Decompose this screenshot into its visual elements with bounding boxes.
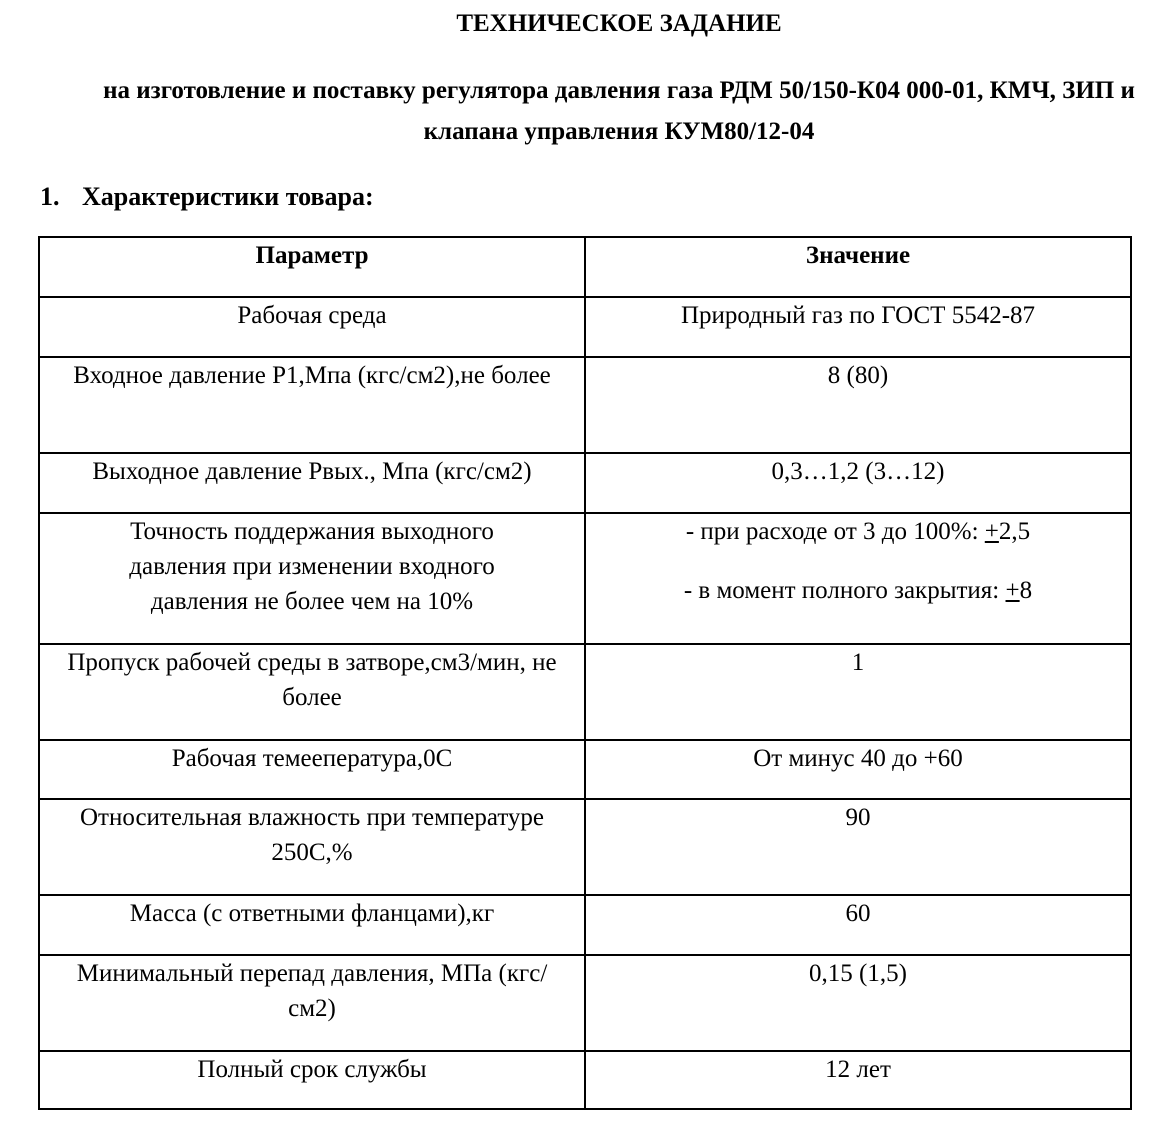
value-cell <box>585 1051 1131 1109</box>
table-row <box>39 644 1131 740</box>
value-line-1 <box>594 514 1122 549</box>
value-cell <box>585 740 1131 799</box>
param-text: Относительная влажность при температуре 250С,% <box>79 804 545 866</box>
table-row <box>39 895 1131 955</box>
param-text: Рабочая темеепература,0С <box>171 745 453 772</box>
header-param: Параметр <box>39 237 585 297</box>
param-text: Пропуск рабочей среды в затворе,см3/мин, не более <box>67 649 557 711</box>
value-text: 8 (80) <box>827 362 889 389</box>
plus-minus-sign: + <box>984 518 999 545</box>
value-cell <box>585 644 1131 740</box>
value-cell <box>585 453 1131 513</box>
param-text: Полный срок службы <box>197 1056 427 1083</box>
value-cell <box>585 357 1131 453</box>
param-cell <box>39 955 585 1051</box>
header-value: Значение <box>585 237 1131 297</box>
param-cell <box>39 1051 585 1109</box>
document-title: ТЕХНИЧЕСКОЕ ЗАДАНИЕ <box>456 10 782 37</box>
param-cell <box>39 895 585 955</box>
value-cell <box>585 955 1131 1051</box>
section-heading <box>40 180 374 214</box>
param-text: Масса (с ответными фланцами),кг <box>129 900 495 927</box>
table-row <box>39 513 1131 644</box>
table-row <box>39 1051 1131 1109</box>
value-text: 0,3…1,2 (3…12) <box>771 458 945 485</box>
document-subtitle <box>0 70 1162 152</box>
param-text: Выходное давление Рвых., Мпа (кгс/см2) <box>92 458 532 485</box>
param-cell <box>39 799 585 895</box>
param-text: Точность поддержания выходного давления при изменении входного давления не более чем на 10% <box>129 518 495 615</box>
value-text: 60 <box>845 900 871 927</box>
value-text: 0,15 (1,5) <box>809 960 907 987</box>
table-row <box>39 955 1131 1051</box>
param-text: Рабочая среда <box>237 302 387 329</box>
value-cell <box>585 799 1131 895</box>
param-text: Входное давление Р1,Мпа (кгс/см2),не более <box>73 362 551 389</box>
section-heading-text: Характеристики товара: <box>82 182 374 211</box>
table-row <box>39 297 1131 357</box>
value-line-2 <box>594 573 1122 608</box>
table-row <box>39 453 1131 513</box>
section-number: 1. <box>40 182 60 211</box>
param-cell <box>39 644 585 740</box>
value-cell <box>585 297 1131 357</box>
value-line-2-prefix: - в момент полного закрытия: <box>683 577 1006 604</box>
value-line-1-prefix: - при расходе от 3 до 100%: <box>685 518 985 545</box>
param-cell <box>39 513 585 644</box>
param-cell <box>39 297 585 357</box>
param-text: Минимальный перепад давления, МПа (кгс/см2) <box>76 960 548 1022</box>
param-cell <box>39 740 585 799</box>
value-cell <box>585 895 1131 955</box>
value-line-1-number: 2,5 <box>998 518 1031 545</box>
table-row <box>39 740 1131 799</box>
value-text: 12 лет <box>825 1056 891 1083</box>
value-cell <box>585 513 1131 644</box>
value-text: От минус 40 до +60 <box>753 745 963 772</box>
value-line-2-number: 8 <box>1019 577 1033 604</box>
table-header-row <box>39 237 1131 297</box>
value-text: 1 <box>851 649 865 676</box>
value-text: 90 <box>845 804 871 831</box>
document-subtitle-line-2: клапана управления КУМ80/12-04 <box>423 118 815 145</box>
param-cell <box>39 357 585 453</box>
value-text: Природный газ по ГОСТ 5542-87 <box>680 302 1036 329</box>
document-subtitle-line-1: на изготовление и поставку регулятора давления газа РДМ 50/150-К04 000-01, КМЧ, ЗИП и <box>103 77 1135 104</box>
plus-minus-sign: + <box>1005 577 1020 604</box>
table-row <box>39 357 1131 453</box>
table-row <box>39 799 1131 895</box>
param-cell <box>39 453 585 513</box>
specification-table <box>38 236 1132 1110</box>
